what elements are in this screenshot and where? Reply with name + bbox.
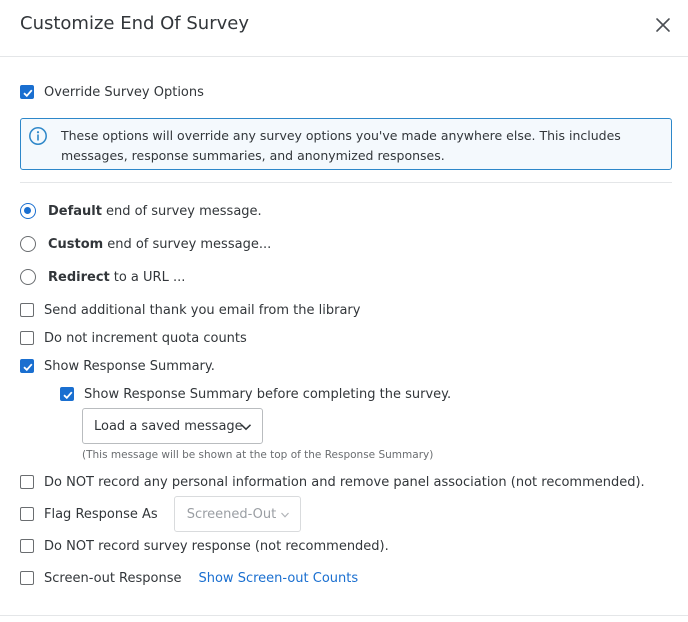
saved-message-helper: (This message will be shown at the top of the Response Summary) (82, 449, 434, 461)
no-personal-info-checkbox[interactable] (20, 475, 34, 489)
radio-default-bold: Default (48, 203, 102, 219)
close-icon (652, 14, 674, 36)
no-quota-label: Do not increment quota counts (44, 330, 247, 346)
chevron-down-icon (240, 421, 252, 433)
radio-redirect[interactable] (20, 269, 36, 285)
no-record-label: Do NOT record survey response (not recommended). (44, 538, 389, 554)
summary-before-label: Show Response Summary before completing the survey. (84, 386, 452, 402)
show-screen-out-counts-link[interactable]: Show Screen-out Counts (198, 570, 359, 586)
radio-custom-bold: Custom (48, 236, 104, 252)
radio-redirect-bold: Redirect (48, 269, 110, 285)
close-button[interactable] (652, 14, 674, 36)
response-summary-checkbox[interactable] (20, 359, 34, 373)
info-icon (28, 126, 48, 146)
no-personal-info-label: Do NOT record any personal information and remove panel association (not recommended). (44, 474, 645, 490)
option-no-record[interactable] (20, 536, 389, 556)
option-screen-out[interactable] (20, 568, 358, 588)
flag-response-checkbox[interactable] (20, 507, 34, 521)
override-label: Override Survey Options (44, 84, 204, 100)
flag-response-label: Flag Response As (44, 506, 158, 522)
screen-out-checkbox[interactable] (20, 571, 34, 585)
radio-default-label: end of survey message. (105, 203, 262, 219)
divider (20, 182, 672, 183)
option-thank-you-email[interactable] (20, 300, 360, 320)
radio-redirect-label: to a URL ... (113, 269, 186, 285)
radio-custom-label: end of survey message... (107, 236, 272, 252)
option-no-quota[interactable] (20, 328, 247, 348)
thank-you-email-label: Send additional thank you email from the library (44, 302, 361, 318)
checkmark-icon (21, 360, 35, 374)
radio-default-message[interactable] (20, 201, 262, 221)
radio-redirect-url[interactable] (20, 267, 185, 287)
chevron-down-icon (280, 510, 290, 520)
thank-you-email-checkbox[interactable] (20, 303, 34, 317)
option-response-summary[interactable] (20, 356, 215, 376)
screen-out-label: Screen-out Response (44, 570, 182, 586)
option-flag-response[interactable] (20, 496, 301, 532)
info-banner (20, 118, 672, 170)
no-quota-checkbox[interactable] (20, 331, 34, 345)
radio-custom[interactable] (20, 236, 36, 252)
footer-divider (0, 615, 688, 616)
load-saved-message-button[interactable] (82, 408, 263, 444)
radio-custom-message[interactable] (20, 234, 271, 254)
override-checkbox[interactable] (20, 85, 34, 99)
flag-response-select[interactable] (174, 496, 301, 532)
dialog-header (0, 0, 688, 57)
info-text: These options will override any survey options you've made anywhere else. This includes messages, response summaries, and anonymized responses. (61, 128, 621, 163)
summary-before-checkbox[interactable] (60, 387, 74, 401)
dialog-title: Customize End Of Survey (20, 13, 249, 34)
response-summary-label: Show Response Summary. (44, 358, 215, 374)
no-record-checkbox[interactable] (20, 539, 34, 553)
option-summary-before[interactable] (60, 384, 451, 404)
load-saved-message-label: Load a saved message (94, 418, 243, 434)
option-no-personal-info[interactable] (20, 472, 645, 492)
checkmark-icon (61, 388, 75, 402)
checkmark-icon (21, 86, 35, 100)
override-survey-options[interactable] (20, 82, 204, 102)
radio-default[interactable] (20, 203, 36, 219)
flag-response-select-value: Screened-Out (186, 506, 277, 522)
